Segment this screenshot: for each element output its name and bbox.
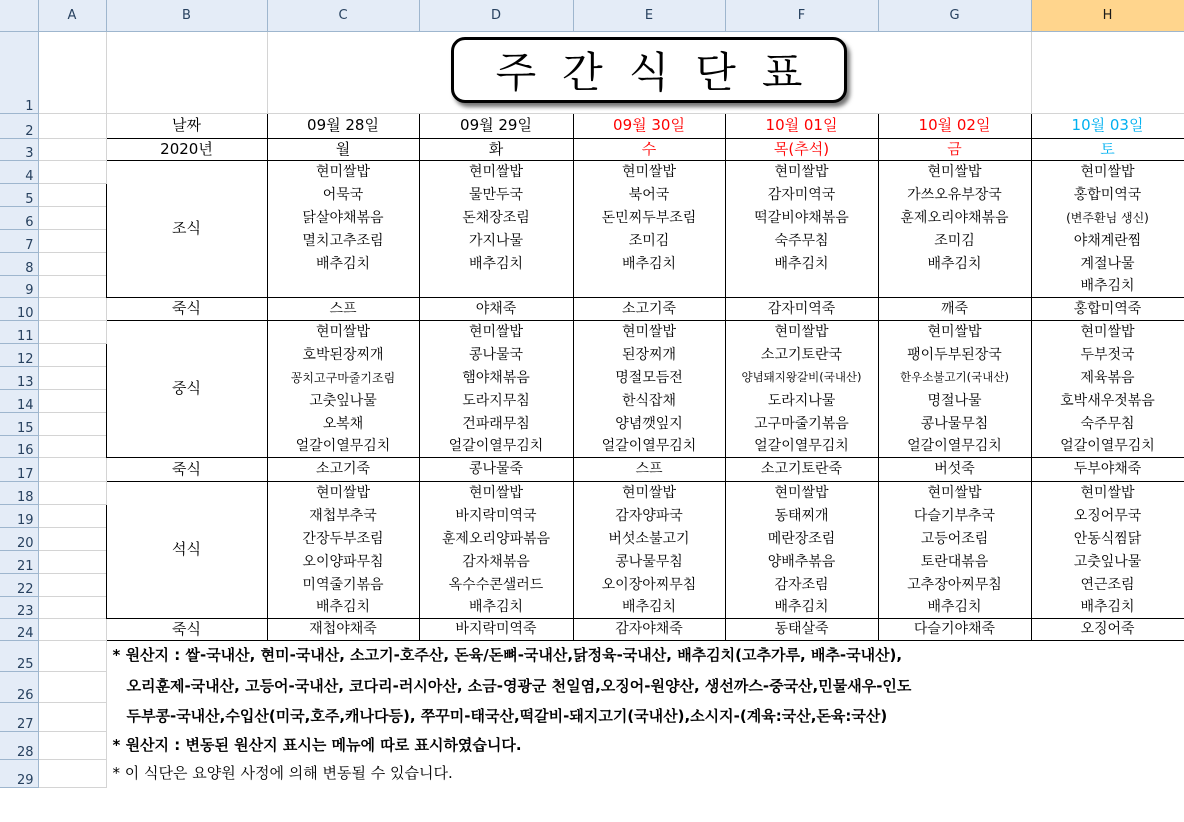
menu-cell[interactable]: 현미쌀밥: [1031, 481, 1184, 504]
note-line3: [106, 702, 1184, 731]
menu-cell[interactable]: 양념깻잎지: [573, 412, 725, 435]
row-header[interactable]: 17: [0, 457, 38, 481]
sheet-row: [0, 702, 1184, 731]
menu-cell[interactable]: 오이장아찌무침: [573, 573, 725, 596]
cell-a11[interactable]: [38, 320, 106, 343]
menu-cell[interactable]: 감자미역죽: [725, 297, 878, 320]
cell-a3[interactable]: [38, 138, 106, 160]
menu-cell[interactable]: 오이양파무침: [267, 550, 419, 573]
menu-cell[interactable]: 건파래무침: [419, 412, 573, 435]
menu-cell[interactable]: 훈제오리양파볶음: [419, 527, 573, 550]
menu-cell[interactable]: 도라지무침: [419, 389, 573, 412]
page-title: 주간식단표: [451, 37, 847, 103]
column-header-b[interactable]: B: [106, 0, 267, 31]
cell-a13[interactable]: [38, 366, 106, 389]
menu-cell[interactable]: 토란대볶음: [878, 550, 1031, 573]
row-header[interactable]: 12: [0, 343, 38, 366]
cell-a8[interactable]: [38, 252, 106, 275]
date-cell[interactable]: 09월 30일: [573, 113, 725, 138]
row-header[interactable]: 21: [0, 550, 38, 573]
menu-cell[interactable]: 닭살야채볶음: [267, 206, 419, 229]
day-cell[interactable]: 목(추석): [725, 138, 878, 160]
menu-cell[interactable]: 소고기죽: [267, 457, 419, 481]
cell-a26[interactable]: [38, 671, 106, 702]
menu-cell[interactable]: 고구마줄기볶음: [725, 412, 878, 435]
menu-cell[interactable]: 고춧잎나물: [267, 389, 419, 412]
row-header[interactable]: 29: [0, 759, 38, 787]
menu-cell[interactable]: 배추김치: [725, 596, 878, 618]
menu-cell[interactable]: 배추김치: [419, 596, 573, 618]
sheet-row: [0, 457, 1184, 481]
menu-cell[interactable]: 스프: [267, 297, 419, 320]
menu-cell[interactable]: 호박새우젓볶음: [1031, 389, 1184, 412]
row-header[interactable]: 13: [0, 366, 38, 389]
date-cell[interactable]: 09월 28일: [267, 113, 419, 138]
menu-cell[interactable]: 오징어무국: [1031, 504, 1184, 527]
menu-cell[interactable]: 감자조림: [725, 573, 878, 596]
menu-cell[interactable]: 버섯소불고기: [573, 527, 725, 550]
menu-cell[interactable]: [878, 275, 1031, 297]
note-line1: [106, 640, 1184, 671]
menu-cell[interactable]: 돈민찌두부조림: [573, 206, 725, 229]
menu-cell[interactable]: 홍합미역국: [1031, 183, 1184, 206]
menu-cell[interactable]: 현미쌀밥: [573, 481, 725, 504]
day-cell[interactable]: 수: [573, 138, 725, 160]
cell-b1[interactable]: [106, 31, 267, 113]
date-cell[interactable]: 09월 29일: [419, 113, 573, 138]
menu-cell[interactable]: 한식잡채: [573, 389, 725, 412]
cell-a9[interactable]: [38, 275, 106, 297]
menu-cell[interactable]: 배추김치: [573, 252, 725, 275]
sheet-row: [0, 297, 1184, 320]
menu-cell[interactable]: 돈채장조림: [419, 206, 573, 229]
menu-cell[interactable]: 동태찌개: [725, 504, 878, 527]
menu-cell[interactable]: 배추김치: [1031, 275, 1184, 297]
cell-a4[interactable]: [38, 160, 106, 183]
menu-cell[interactable]: 다슬기부추국: [878, 504, 1031, 527]
row-header[interactable]: 8: [0, 252, 38, 275]
menu-cell[interactable]: 배추김치: [878, 252, 1031, 275]
menu-cell[interactable]: 간장두부조림: [267, 527, 419, 550]
menu-cell[interactable]: 스프: [573, 457, 725, 481]
menu-cell[interactable]: 현미쌀밥: [878, 160, 1031, 183]
column-header-g[interactable]: G: [878, 0, 1031, 31]
date-cell[interactable]: 10월 02일: [878, 113, 1031, 138]
cell-a14[interactable]: [38, 389, 106, 412]
menu-cell[interactable]: 얼갈이열무김치: [725, 435, 878, 457]
cell-a18[interactable]: [38, 481, 106, 504]
note-text: 두부콩-국내산,수입산(미국,호주,캐나다등), 쭈꾸미-태국산,떡갈비-돼지고기(국내산),소시지-(계육:국산,돈육:국산): [126, 707, 888, 725]
menu-cell[interactable]: 고추장아찌무침: [878, 573, 1031, 596]
menu-cell[interactable]: 콩나물무침: [878, 412, 1031, 435]
menu-cell[interactable]: 배추김치: [878, 596, 1031, 618]
menu-cell[interactable]: 안동식찜닭: [1031, 527, 1184, 550]
menu-cell[interactable]: 배추김치: [267, 252, 419, 275]
row-header[interactable]: 10: [0, 297, 38, 320]
cell-a20[interactable]: [38, 527, 106, 550]
meal-label-porridge1: 죽식: [106, 297, 267, 320]
date-cell[interactable]: 10월 01일: [725, 113, 878, 138]
sheet-row: [0, 759, 1184, 787]
row-header[interactable]: 2: [0, 113, 38, 138]
date-label[interactable]: 날짜: [106, 113, 267, 138]
note-text: * 이 식단은 요양원 사정에 의해 변동될 수 있습니다.: [112, 763, 453, 782]
menu-cell[interactable]: 양념돼지왕갈비(국내산): [725, 366, 878, 389]
menu-cell[interactable]: 깨죽: [878, 297, 1031, 320]
menu-cell[interactable]: 미역줄기볶음: [267, 573, 419, 596]
cell-a5[interactable]: [38, 183, 106, 206]
sheet-row: [0, 640, 1184, 671]
menu-cell[interactable]: 야채죽: [419, 297, 573, 320]
menu-cell[interactable]: 현미쌀밥: [725, 320, 878, 343]
menu-cell[interactable]: 북어국: [573, 183, 725, 206]
note-text: * 원산지 : 쌀-국내산, 현미-국내산, 소고기-호주산, 돈육/돈뼈-국내산,닭정육-국내산, 배추김치(고추가루, 배추-국내산),: [112, 646, 903, 665]
row-header[interactable]: 25: [0, 640, 38, 671]
menu-cell[interactable]: 조미김: [878, 229, 1031, 252]
note-line2: [106, 671, 1184, 702]
menu-cell[interactable]: 제육볶음: [1031, 366, 1184, 389]
row-header[interactable]: 20: [0, 527, 38, 550]
cell-h1[interactable]: [1031, 31, 1184, 113]
cell-a28[interactable]: [38, 731, 106, 759]
menu-cell[interactable]: 명절나물: [878, 389, 1031, 412]
day-cell[interactable]: 화: [419, 138, 573, 160]
cell-a6[interactable]: [38, 206, 106, 229]
cell-a22[interactable]: [38, 573, 106, 596]
menu-cell[interactable]: 재첩부추국: [267, 504, 419, 527]
menu-cell[interactable]: 배추김치: [419, 252, 573, 275]
column-header-a[interactable]: A: [38, 0, 106, 31]
note-line5: [106, 759, 1184, 787]
menu-cell[interactable]: 배추김치: [725, 252, 878, 275]
menu-cell[interactable]: 다슬기야채죽: [878, 618, 1031, 640]
menu-cell[interactable]: 호박된장찌개: [267, 343, 419, 366]
day-cell[interactable]: 금: [878, 138, 1031, 160]
row-header[interactable]: 27: [0, 702, 38, 731]
column-header-f[interactable]: F: [725, 0, 878, 31]
row-header[interactable]: 5: [0, 183, 38, 206]
menu-cell[interactable]: 감자미역국: [725, 183, 878, 206]
cell-a21[interactable]: [38, 550, 106, 573]
menu-cell[interactable]: 현미쌀밥: [1031, 320, 1184, 343]
menu-cell[interactable]: 꽁치고구마줄기조림: [267, 366, 419, 389]
menu-cell[interactable]: 현미쌀밥: [725, 160, 878, 183]
menu-cell[interactable]: 양배추볶음: [725, 550, 878, 573]
cell-a24[interactable]: [38, 618, 106, 640]
menu-cell[interactable]: 조미김: [573, 229, 725, 252]
cell-a17[interactable]: [38, 457, 106, 481]
menu-cell[interactable]: 햄야채볶음: [419, 366, 573, 389]
column-header-h[interactable]: H: [1031, 0, 1184, 31]
sheet-row: [0, 671, 1184, 702]
cell-a23[interactable]: [38, 596, 106, 618]
meal-label-dinner: 석식: [106, 481, 267, 618]
row-header[interactable]: 9: [0, 275, 38, 297]
menu-cell[interactable]: 팽이두부된장국: [878, 343, 1031, 366]
row-header[interactable]: 14: [0, 389, 38, 412]
day-cell[interactable]: 토: [1031, 138, 1184, 160]
menu-cell[interactable]: 바지락미역국: [419, 504, 573, 527]
row-header[interactable]: 23: [0, 596, 38, 618]
menu-cell[interactable]: 두부젓국: [1031, 343, 1184, 366]
menu-cell[interactable]: 콩나물국: [419, 343, 573, 366]
cell-a2[interactable]: [38, 113, 106, 138]
menu-cell[interactable]: 명절모듬전: [573, 366, 725, 389]
cell-a12[interactable]: [38, 343, 106, 366]
menu-cell[interactable]: 배추김치: [1031, 596, 1184, 618]
menu-cell[interactable]: 한우소불고기(국내산): [878, 366, 1031, 389]
row-header[interactable]: 24: [0, 618, 38, 640]
cell-a15[interactable]: [38, 412, 106, 435]
menu-cell[interactable]: 오복채: [267, 412, 419, 435]
menu-cell[interactable]: 된장찌개: [573, 343, 725, 366]
menu-cell[interactable]: 현미쌀밥: [419, 320, 573, 343]
row-header[interactable]: 16: [0, 435, 38, 457]
note-line4: [106, 731, 1184, 759]
menu-cell[interactable]: 훈제오리야채볶음: [878, 206, 1031, 229]
menu-cell[interactable]: 도라지나물: [725, 389, 878, 412]
row-header[interactable]: 28: [0, 731, 38, 759]
menu-cell[interactable]: 얼갈이열무김치: [1031, 435, 1184, 457]
menu-cell[interactable]: 동태살죽: [725, 618, 878, 640]
menu-cell[interactable]: 숙주무침: [725, 229, 878, 252]
menu-cell[interactable]: 현미쌀밥: [573, 160, 725, 183]
column-header-d[interactable]: D: [419, 0, 573, 31]
menu-cell[interactable]: 야채계란찜: [1031, 229, 1184, 252]
meal-label-lunch: 중식: [106, 320, 267, 457]
menu-cell[interactable]: [725, 275, 878, 297]
menu-cell[interactable]: 얼갈이열무김치: [573, 435, 725, 457]
column-header-e[interactable]: E: [573, 0, 725, 31]
menu-cell[interactable]: 버섯죽: [878, 457, 1031, 481]
sheet-row: [0, 138, 1184, 160]
menu-cell[interactable]: 옥수수콘샐러드: [419, 573, 573, 596]
menu-cell[interactable]: 고등어조림: [878, 527, 1031, 550]
sheet-row: [0, 113, 1184, 138]
cell-a10[interactable]: [38, 297, 106, 320]
menu-cell[interactable]: 홍합미역죽: [1031, 297, 1184, 320]
sheet-row: [0, 31, 1184, 113]
row-header[interactable]: 3: [0, 138, 38, 160]
cell-a25[interactable]: [38, 640, 106, 671]
menu-cell[interactable]: 배추김치: [573, 596, 725, 618]
menu-cell[interactable]: 두부야채죽: [1031, 457, 1184, 481]
note-text: * 원산지 : 변동된 원산지 표시는 메뉴에 따로 표시하였습니다.: [112, 735, 522, 754]
menu-cell[interactable]: 현미쌀밥: [419, 481, 573, 504]
menu-cell[interactable]: 현미쌀밥: [419, 160, 573, 183]
menu-cell[interactable]: 얼갈이열무김치: [419, 435, 573, 457]
sheet-row: [0, 618, 1184, 640]
menu-cell[interactable]: 배추김치: [267, 596, 419, 618]
menu-cell[interactable]: 메란장조림: [725, 527, 878, 550]
menu-cell[interactable]: [267, 275, 419, 297]
menu-cell[interactable]: 얼갈이열무김치: [267, 435, 419, 457]
row-header[interactable]: 18: [0, 481, 38, 504]
menu-cell[interactable]: 감자양파국: [573, 504, 725, 527]
menu-cell[interactable]: 소고기토란국: [725, 343, 878, 366]
menu-cell[interactable]: 감자채볶음: [419, 550, 573, 573]
menu-cell[interactable]: 현미쌀밥: [267, 481, 419, 504]
row-header[interactable]: 26: [0, 671, 38, 702]
year-label[interactable]: 2020년: [106, 138, 267, 160]
row-header[interactable]: 4: [0, 160, 38, 183]
menu-cell[interactable]: 얼갈이열무김치: [878, 435, 1031, 457]
day-cell[interactable]: 월: [267, 138, 419, 160]
row-header[interactable]: 11: [0, 320, 38, 343]
menu-cell[interactable]: [419, 275, 573, 297]
menu-cell[interactable]: 오징어죽: [1031, 618, 1184, 640]
sheet-row: [0, 160, 1184, 183]
menu-cell[interactable]: 숙주무침: [1031, 412, 1184, 435]
menu-cell[interactable]: 물만두국: [419, 183, 573, 206]
column-header-row: [0, 0, 1184, 31]
menu-cell[interactable]: 현미쌀밥: [725, 481, 878, 504]
select-all-corner[interactable]: [0, 0, 38, 31]
menu-cell[interactable]: 바지락미역죽: [419, 618, 573, 640]
menu-cell[interactable]: 소고기죽: [573, 297, 725, 320]
menu-cell[interactable]: 가쓰오유부장국: [878, 183, 1031, 206]
sheet-row: [0, 320, 1184, 343]
row-header[interactable]: 7: [0, 229, 38, 252]
menu-cell[interactable]: (변주환님 생신): [1031, 206, 1184, 229]
row-header[interactable]: 1: [0, 31, 38, 113]
row-header[interactable]: 19: [0, 504, 38, 527]
menu-cell[interactable]: 현미쌀밥: [267, 160, 419, 183]
menu-cell[interactable]: 고춧잎나물: [1031, 550, 1184, 573]
cell-a19[interactable]: [38, 504, 106, 527]
menu-cell[interactable]: 떡갈비야채볶음: [725, 206, 878, 229]
menu-cell[interactable]: 연근조림: [1031, 573, 1184, 596]
row-header[interactable]: 6: [0, 206, 38, 229]
menu-cell[interactable]: 현미쌀밥: [267, 320, 419, 343]
menu-cell[interactable]: 현미쌀밥: [878, 481, 1031, 504]
row-header[interactable]: 15: [0, 412, 38, 435]
cell-a29[interactable]: [38, 759, 106, 787]
menu-cell[interactable]: 계절나물: [1031, 252, 1184, 275]
menu-cell[interactable]: 멸치고추조림: [267, 229, 419, 252]
menu-cell[interactable]: 가지나물: [419, 229, 573, 252]
menu-cell[interactable]: 현미쌀밥: [1031, 160, 1184, 183]
menu-cell[interactable]: 콩나물무침: [573, 550, 725, 573]
sheet-row: [0, 731, 1184, 759]
menu-cell[interactable]: [573, 275, 725, 297]
column-header-c[interactable]: C: [267, 0, 419, 31]
meal-label-porridge3: 죽식: [106, 618, 267, 640]
menu-cell[interactable]: 어묵국: [267, 183, 419, 206]
menu-cell[interactable]: 소고기토란죽: [725, 457, 878, 481]
cell-a1[interactable]: [38, 31, 106, 113]
cell-a7[interactable]: [38, 229, 106, 252]
meal-label-porridge2: 죽식: [106, 457, 267, 481]
title-cell: [267, 31, 1031, 113]
cell-a27[interactable]: [38, 702, 106, 731]
menu-cell[interactable]: 현미쌀밥: [573, 320, 725, 343]
menu-cell[interactable]: 감자야채죽: [573, 618, 725, 640]
note-text: 오리훈제-국내산, 고등어-국내산, 코다리-러시아산, 소금-영광군 천일염,오징어-원양산, 생선까스-중국산,민물새우-인도: [126, 677, 912, 695]
cell-a16[interactable]: [38, 435, 106, 457]
sheet-row: [0, 481, 1184, 504]
menu-cell[interactable]: 콩나물죽: [419, 457, 573, 481]
row-header[interactable]: 22: [0, 573, 38, 596]
meal-label-breakfast: 조식: [106, 160, 267, 297]
menu-cell[interactable]: 재첩야채죽: [267, 618, 419, 640]
menu-cell[interactable]: 현미쌀밥: [878, 320, 1031, 343]
date-cell[interactable]: 10월 03일: [1031, 113, 1184, 138]
